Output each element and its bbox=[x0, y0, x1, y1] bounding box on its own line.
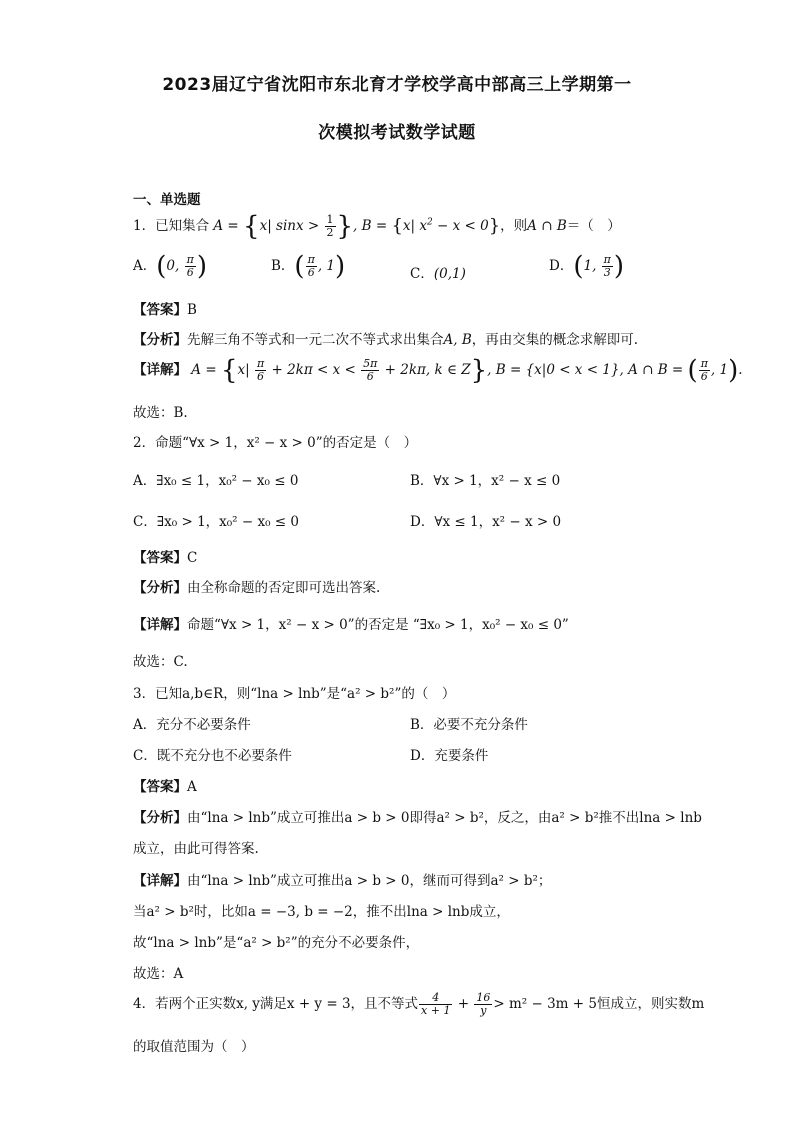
q3-analysis-cont: 成立，由此可得答案. bbox=[133, 841, 259, 857]
q1-option-a: A．(0, $\frac{\pi}{6}$ ) bbox=[133, 251, 207, 282]
q1-detail: 【详解】 A = {x| $\frac{\pi}{6}$ + 2kπ < x < $\frac{5\pi}{6}$ + 2kπ, k ∈ Z}, B = {x|0 < x < 1}, A ∩ B = ( $\frac{\pi}{6}$ , 1). bbox=[133, 355, 743, 386]
q1-analysis: 【分析】先解三角不等式和一元二次不等式求出集合A, B，再由交集的概念求解即可. bbox=[133, 332, 639, 348]
q4-inequality: $\frac{4}{x + 1}$ + $\frac{16}{y}$ bbox=[421, 991, 491, 1017]
q2-conclusion: 故选：C. bbox=[133, 654, 188, 670]
section-heading: 一、单选题 bbox=[133, 192, 201, 208]
q3-detail-2: 当a² > b²时，比如a = −3, b = −2，推不出lna > lnb成立， bbox=[133, 904, 510, 920]
q2-option-a: A．∃x₀ ≤ 1，x₀² − x₀ ≤ 0 bbox=[133, 473, 299, 489]
q1-set-a: A = {x| sinx > $\frac{1}{2}$ }, B = {x| $x^2 - x < 0$} bbox=[213, 211, 501, 242]
q1-option-b: B．( $\frac{\pi}{6}$ , 1) bbox=[271, 251, 346, 282]
q3-detail: 【详解】由“lna > lnb”成立可推出a > b > 0，继而可得到a² > b²； bbox=[133, 873, 552, 889]
q1-stem-prefix: 1．已知集合 bbox=[133, 218, 210, 234]
q2-option-b: B．∀x > 1，x² − x ≤ 0 bbox=[410, 473, 561, 489]
q2-stem: 2．命题“∀x > 1，x² − x > 0”的否定是（ ） bbox=[133, 435, 418, 451]
q1-stem-suffix: ，则 bbox=[500, 218, 528, 234]
q1-answer: 【答案】B bbox=[133, 302, 197, 318]
q2-option-d: D．∀x ≤ 1，x² − x > 0 bbox=[410, 514, 562, 530]
q2-analysis: 【分析】由全称命题的否定即可选出答案. bbox=[133, 580, 381, 596]
q1-option-d: D．(1, $\frac{\pi}{3}$ ) bbox=[549, 251, 625, 282]
q2-answer: 【答案】C bbox=[133, 550, 198, 566]
q4-stem: 4．若两个正实数x, y满足x + y = 3，且不等式 $\frac{4}{x + 1}$ + $\frac{16}{y}$ > m² − 3m + 5恒成立，则实数m bbox=[133, 991, 705, 1017]
q3-detail-3: 故“lna > lnb”是“a² > b²”的充分不必要条件， bbox=[133, 935, 420, 951]
q2-detail: 【详解】命题“∀x > 1，x² − x > 0”的否定是 “∃x₀ > 1，x₀² − x₀ ≤ 0” bbox=[133, 617, 569, 633]
q1-intersection: A ∩ B bbox=[527, 218, 567, 234]
q3-answer: 【答案】A bbox=[133, 779, 197, 795]
q3-option-c: C．既不充分也不必要条件 bbox=[133, 748, 292, 764]
document-title-line2: 次模拟考试数学试题 bbox=[318, 123, 476, 143]
q3-conclusion: 故选：A bbox=[133, 966, 184, 982]
q3-analysis: 【分析】由“lna > lnb”成立可推出a > b > 0即得a² > b²，反之，由a² > b²推不出lna > lnb bbox=[133, 810, 702, 826]
q3-stem: 3．已知a,b∈R，则“lna > lnb”是“a² > b²”的（ ） bbox=[133, 686, 456, 702]
document-title-line1: 2023届辽宁省沈阳市东北育才学校学高中部高三上学期第一 bbox=[162, 75, 632, 95]
q1-conclusion: 故选：B. bbox=[133, 405, 188, 421]
q1-option-c: C．(0,1) bbox=[410, 266, 466, 282]
q2-option-c: C．∃x₀ > 1，x₀² − x₀ ≤ 0 bbox=[133, 514, 300, 530]
q3-option-a: A．充分不必要条件 bbox=[133, 717, 251, 733]
q1-stem-end: ＝（ ） bbox=[566, 218, 621, 234]
q3-option-d: D．充要条件 bbox=[410, 748, 489, 764]
q1-stem bbox=[133, 211, 621, 242]
q3-option-b: B．必要不充分条件 bbox=[410, 717, 528, 733]
q4-stem-cont: 的取值范围为（ ） bbox=[133, 1039, 255, 1055]
q1-options bbox=[133, 251, 207, 282]
